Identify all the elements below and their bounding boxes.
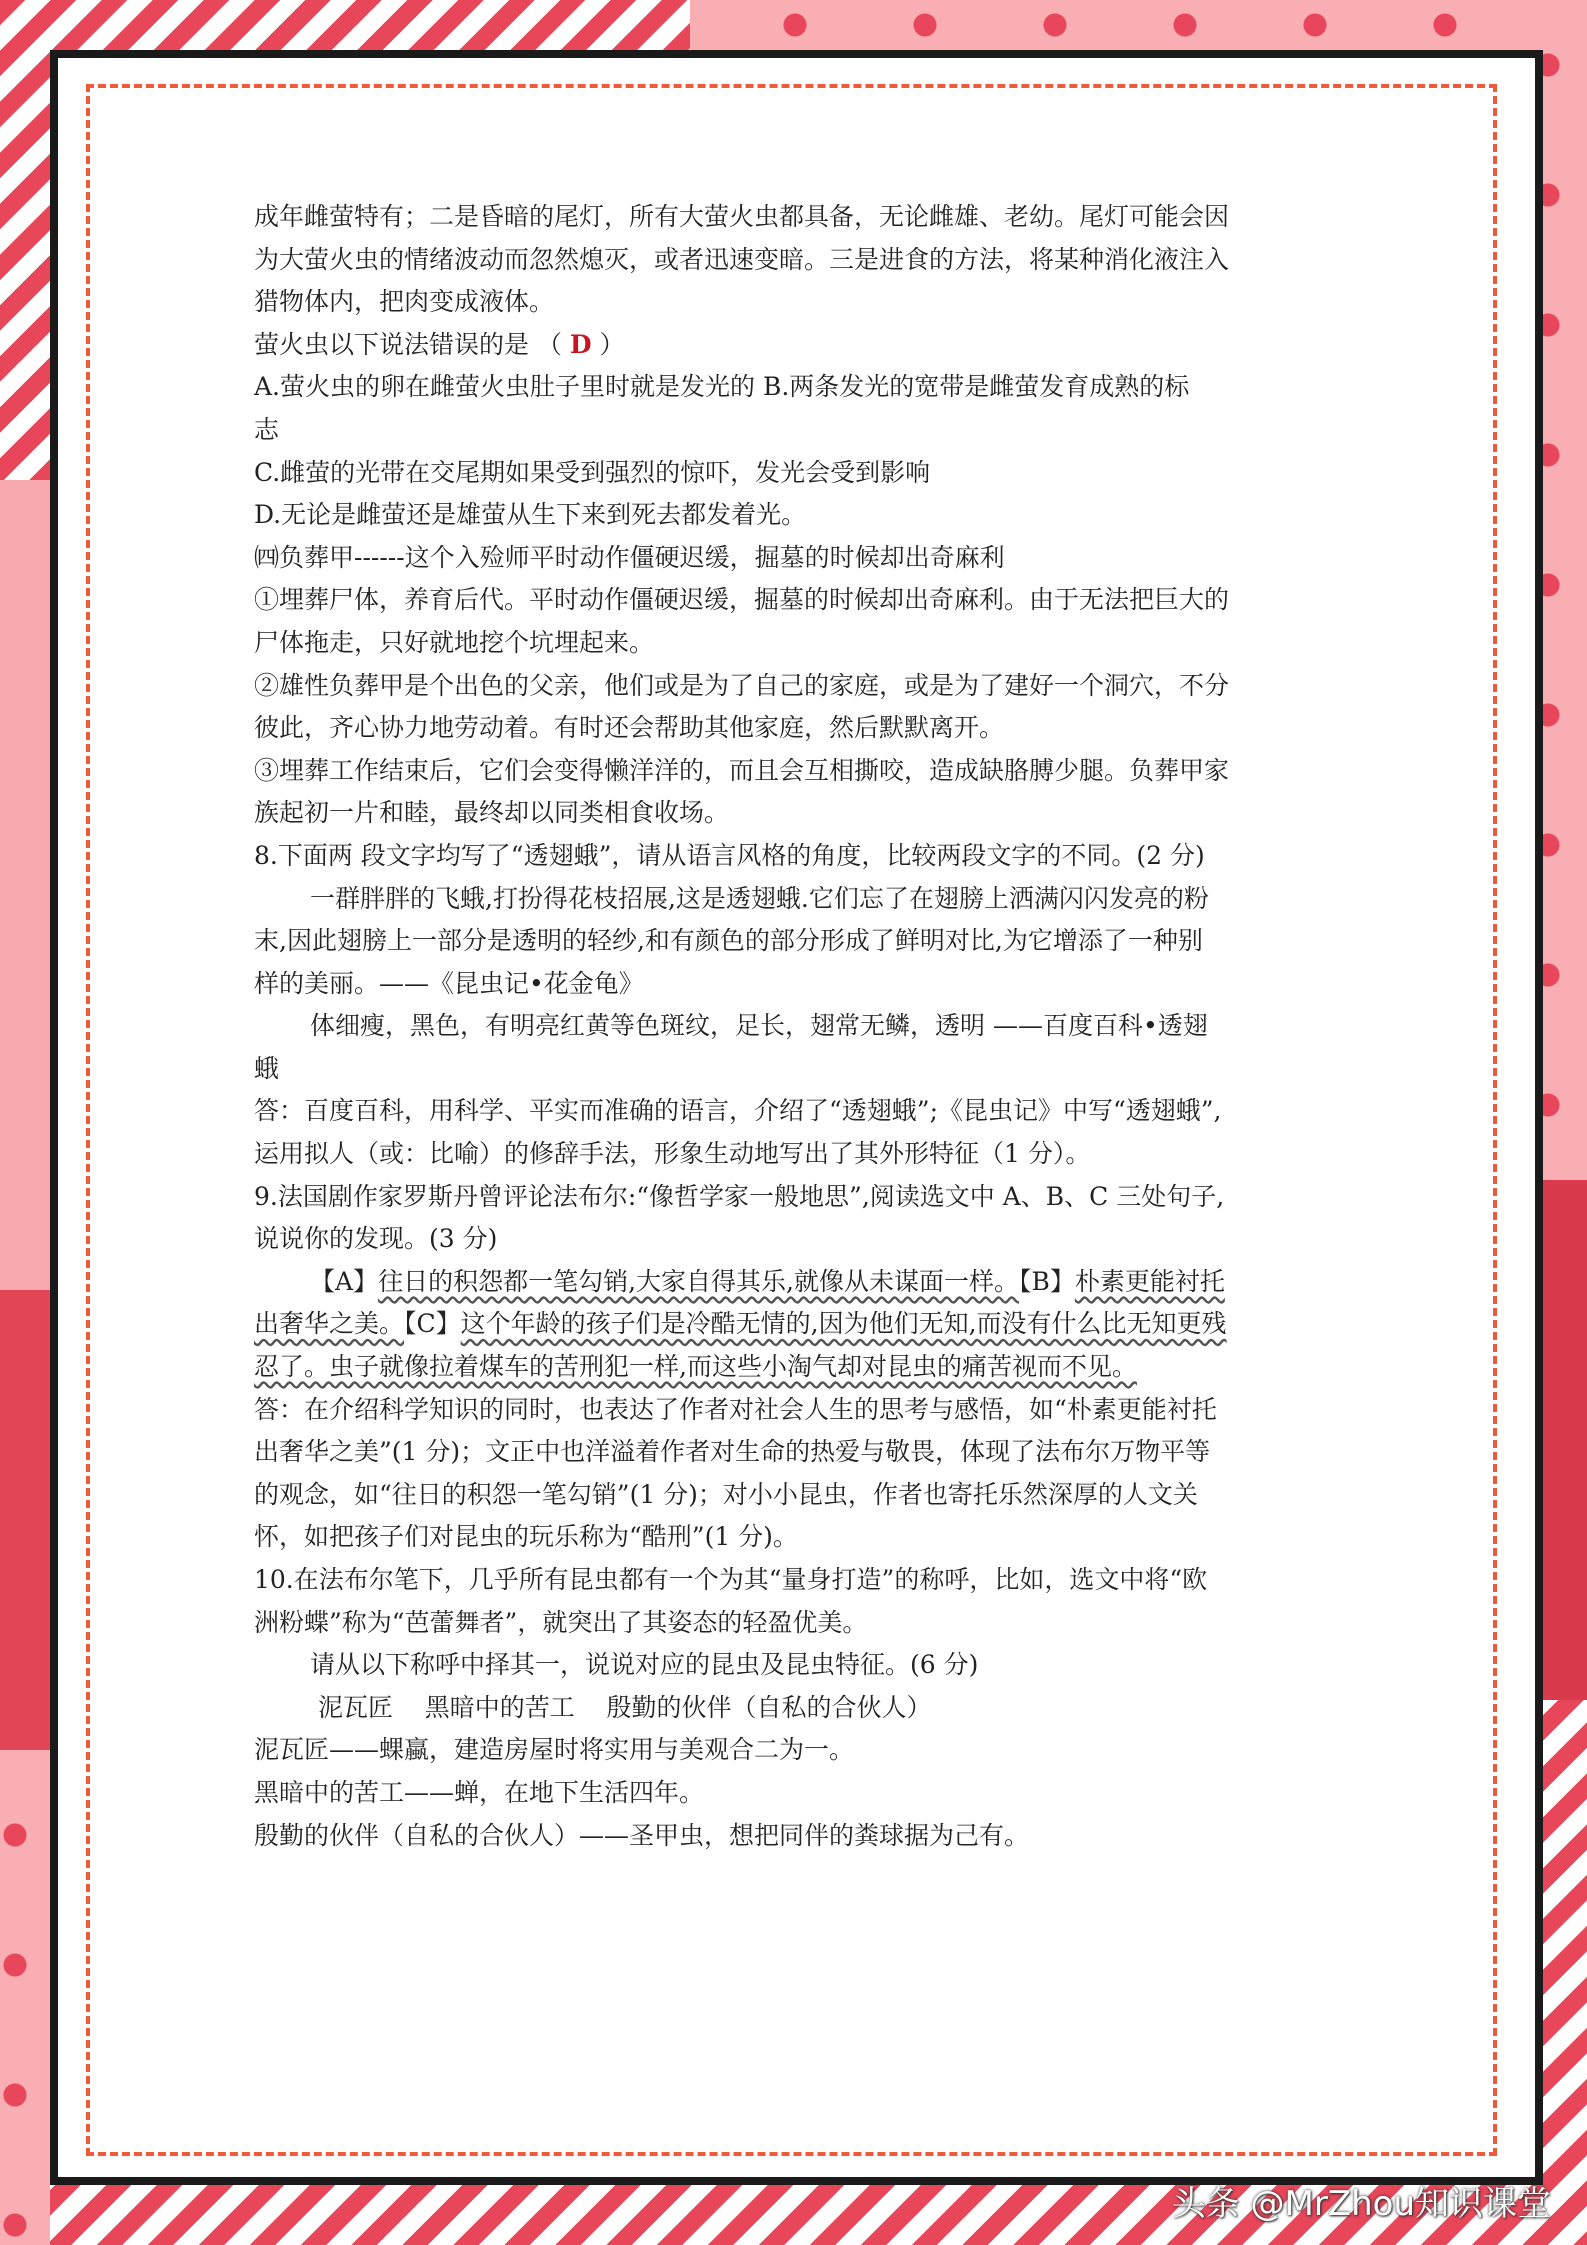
excerpt-line [254,1261,1334,1304]
answer-line: 出奢华之美”(1 分)；文正中也洋溢着作者对生命的热爱与敬畏，体现了法布尔万物平等 [254,1437,1211,1467]
excerpt-line [254,1303,1334,1346]
text-line: 为大萤火虫的情绪波动而忽然熄灭，或者迅速变暗。三是进食的方法，将某种消化液注入 [254,244,1230,274]
question-line [254,324,1334,367]
text-line: 尸体拖走，只好就地挖个坑埋起来。 [254,627,655,657]
answer-line: 泥瓦匠——蜾蠃，建造房屋时将实用与美观合二为一。 [254,1735,855,1765]
answer-letter: D [569,329,592,359]
sentence-c: 这个年龄的孩子们是冷酷无情的,因为他们无知,而没有什么比无知更残 [460,1309,1227,1339]
text-line: ②雄性负葬甲是个出色的父亲，他们或是为了自己的家庭，或是为了建好一个洞穴，不分 [254,670,1230,700]
quote-line: 一群胖胖的飞蛾,打扮得花枝招展,这是透翅蛾.它们忘了在翅膀上洒满闪闪发亮的粉 [310,883,1209,913]
answer-line: 殷勤的伙伴（自私的合伙人）——圣甲虫，想把同伴的粪球据为己有。 [254,1820,1030,1850]
tag-a: 【A】 [310,1266,379,1296]
section-heading: ㈣负葬甲------这个入殓师平时动作僵硬迟缓，掘墓的时候却出奇麻利 [254,542,1005,572]
watermark: 头条 @MrZhou知识课堂 [1171,2184,1551,2224]
pink-panel-left [0,480,50,1360]
answer-line: 答：在介绍科学知识的同时，也表达了作者对社会人生的思考与感悟，如“朴素更能衬托 [254,1394,1217,1424]
name-options: 泥瓦匠 黑暗中的苦工 殷勤的伙伴（自私的合伙人） [310,1692,932,1722]
quote-line: 体细瘦，黑色，有明亮红黄等色斑纹，足长，翅常无鳞，透明 ——百度百科•透翅 [310,1011,1208,1041]
excerpt-line [254,1346,1334,1389]
text-line: 彼此，齐心协力地劳动着。有时还会帮助其他家庭，然后默默离开。 [254,713,1005,743]
text-line: ①埋葬尸体，养育后代。平时动作僵硬迟缓，掘墓的时候却出奇麻利。由于无法把巨大的 [254,585,1230,615]
question-8: 8.下面两 段文字均写了“透翅蛾”，请从语言风格的角度，比较两段文字的不同。(2 分) [254,840,1205,870]
answer-line: 的观念，如“往日的积怨一笔勾销”(1 分)；对小小昆虫，作者也寄托乐然深厚的人文关 [254,1479,1198,1509]
quote-line: 末,因此翅膀上一部分是透明的轻纱,和有颜色的部分形成了鲜明对比,为它增添了一种别 [254,926,1203,956]
red-diagonal-right [1543,1180,1587,1700]
option-a-cont: 志 [254,414,280,444]
question-text: 萤火虫以下说法错误的是 （ [254,329,570,359]
question-10: 10.在法布尔笔下，几乎所有昆虫都有一个为其“量身打造”的称呼，比如，选文中将“欧 [254,1565,1208,1594]
quote-line: 蛾 [254,1053,280,1083]
sentence-b-cont: 出奢华之美。 [254,1309,405,1339]
answer-line: 答：百度百科，用科学、平实而准确的语言，介绍了“透翅蛾”;《昆虫记》中写“透翅蛾”, [254,1096,1222,1126]
tag-c: 【C】 [404,1309,461,1339]
text-line: 成年雌萤特有；二是昏暗的尾灯，所有大萤火虫都具备，无论雌雄、老幼。尾灯可能会因 [254,202,1230,231]
sentence-a: 往日的积怨都一笔勾销,大家自得其乐,就像从未谋面一样。 [378,1266,1019,1296]
quote-line: 样的美丽。——《昆虫记•花金龟》 [254,968,644,998]
question-10-prompt: 请从以下称呼中择其一，说说对应的昆虫及昆虫特征。(6 分) [310,1650,979,1680]
answer-line: 怀，如把孩子们对昆虫的玩乐称为“酷刑”(1 分)。 [254,1522,798,1552]
option-d: D.无论是雌萤还是雄萤从生下来到死去都发着光。 [254,500,807,530]
answer-line: 黑暗中的苦工——蝉，在地下生活四年。 [254,1777,705,1807]
question-9-cont: 说说你的发现。(3 分) [254,1224,498,1254]
question-10-cont: 洲粉蝶”称为“芭蕾舞者”，就突出了其姿态的轻盈优美。 [254,1607,868,1637]
dotted-right-band [1543,0,1587,1180]
option-a: A.萤火虫的卵在雌萤火虫肚子里时就是发光的 B.两条发光的宽带是雌萤发育成熟的标 [254,372,1190,402]
question-9: 9.法国剧作家罗斯丹曾评论法布尔:“像哲学家一般地思”,阅读选文中 A、B、C 三处句子, [254,1181,1225,1211]
text-line: 族起初一片和睦，最终却以同类相食收场。 [254,798,730,828]
option-c: C.雌萤的光带在交尾期如果受到强烈的惊吓，发光会受到影响 [254,457,931,487]
answer-line: 运用拟人（或：比喻）的修辞手法，形象生动地写出了其外形特征（1 分）。 [254,1139,1091,1169]
tag-b: 【B】 [1018,1266,1075,1296]
sentence-c-cont: 忍了。虫子就像拉着煤车的苦刑犯一样,而这些小淘气却对昆虫的痛苦视而不见。 [254,1352,1137,1382]
dotted-top-band [690,0,1587,50]
text-line: ③埋葬工作结束后，它们会变得懒洋洋的，而且会互相撕咬，造成缺胳膊少腿。负葬甲家 [254,755,1230,785]
sentence-b: 朴素更能衬托 [1074,1266,1225,1296]
text-line: 猎物体内，把肉变成液体。 [254,287,555,317]
document-body [254,196,1334,1857]
question-close: ） [591,329,625,359]
